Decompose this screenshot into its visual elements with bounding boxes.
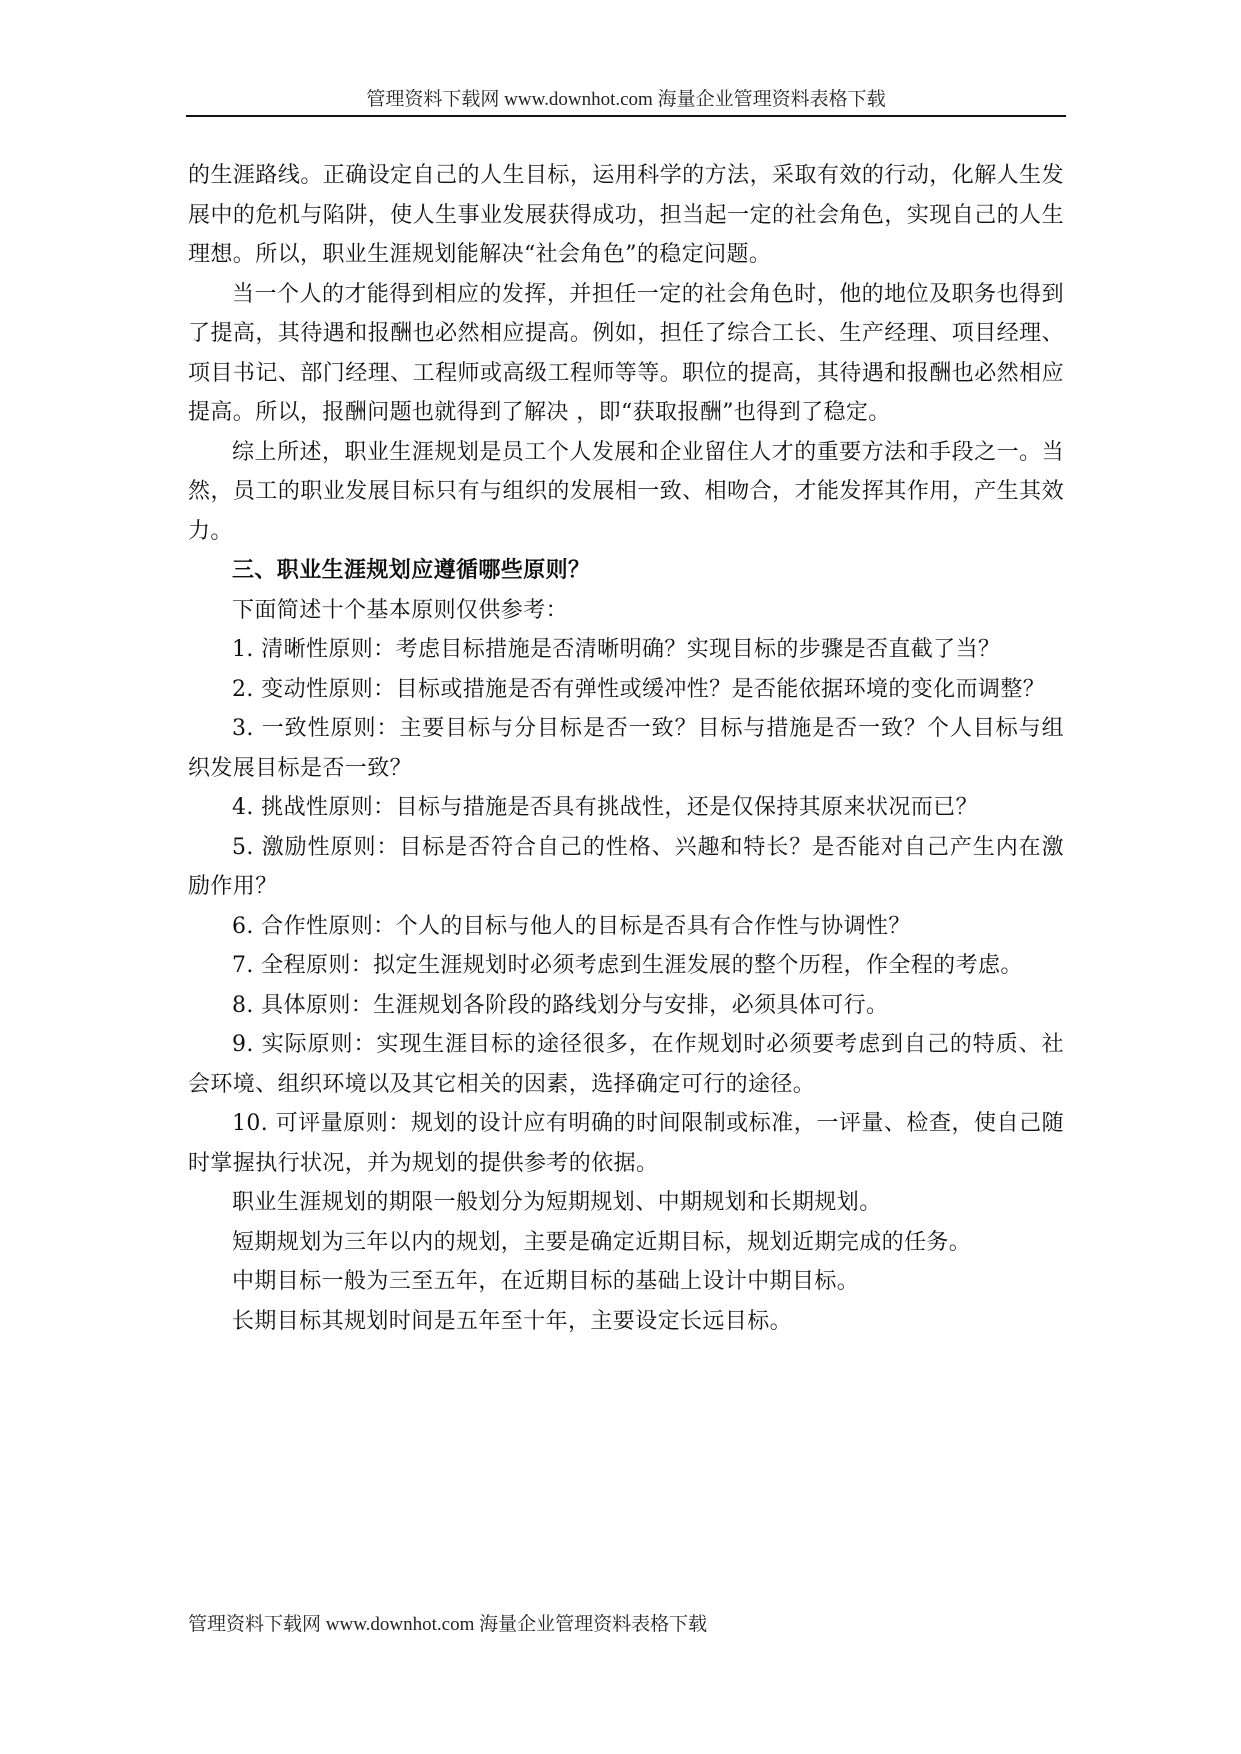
principles-intro: 下面简述十个基本原则仅供参考： (232, 597, 569, 623)
paragraph-continuation: 的生涯路线。正确设定自己的人生目标，运用科学的方法，采取有效的行动，化解人生发展中的危机与陷阱，使人生事业发展获得成功，担当起一定的社会角色，实现自己的人生理想。所以，职业生涯规划能解决“社会角色”的稳定问题。 (188, 163, 1064, 267)
principle-item: 2. 变动性原则：目标或措施是否有弹性或缓冲性？是否能依据环境的变化而调整？ (232, 676, 1046, 702)
principle-item: 5. 激励性原则：目标是否符合自己的性格、兴趣和特长？是否能对自己产生内在激励作用？ (188, 834, 1064, 899)
principle-item: 3. 一致性原则：主要目标与分目标是否一致？目标与措施是否一致？个人目标与组织发展目标是否一致？ (188, 716, 1064, 781)
principle-item: 7. 全程原则：拟定生涯规划时必须考虑到生涯发展的整个历程，作全程的考虑。 (232, 953, 1023, 978)
paragraph-compensation: 当一个人的才能得到相应的发挥，并担任一定的社会角色时，他的地位及职务也得到了提高，其待遇和报酬也必然相应提高。例如，担任了综合工长、生产经理、项目经理、项目书记、部门经理、工程师或高级工程师等等。职位的提高，其待遇和报酬也必然相应提高。所以，报酬问题也就得到了解决 ，即“获取报酬”也得到了稳定。 (188, 281, 1064, 425)
page-header: 管理资料下载网 www.downhot.com 海量企业管理资料表格下载 (366, 89, 886, 110)
page-footer: 管理资料下载网 www.downhot.com 海量企业管理资料表格下载 (188, 1614, 708, 1635)
section-heading: 三、职业生涯规划应遵循哪些原则？ (232, 557, 591, 583)
principle-item: 6. 合作性原则：个人的目标与他人的目标是否具有合作性与协调性？ (232, 913, 911, 939)
document-body (188, 156, 1064, 1341)
principle-item: 9. 实际原则：实现生涯目标的途径很多，在作规划时必须要考虑到自己的特质、社会环境、组织环境以及其它相关的因素，选择确定可行的途径。 (188, 1032, 1064, 1097)
principle-item: 8. 具体原则：生涯规划各阶段的路线划分与安排，必须具体可行。 (232, 992, 889, 1018)
mid-term-paragraph: 中期目标一般为三至五年，在近期目标的基础上设计中期目标。 (232, 1269, 860, 1294)
principle-item: 4. 挑战性原则：目标与措施是否具有挑战性，还是仅保持其原来状况而已？ (232, 795, 978, 820)
header-divider (186, 115, 1066, 117)
principle-item: 10. 可评量原则：规划的设计应有明确的时间限制或标准，一评量、检查，使自己随时掌握执行状况，并为规划的提供参考的依据。 (188, 1111, 1064, 1176)
planning-period-paragraph: 职业生涯规划的期限一般划分为短期规划、中期规划和长期规划。 (232, 1190, 882, 1215)
principle-item: 1. 清晰性原则：考虑目标措施是否清晰明确？实现目标的步骤是否直截了当？ (232, 637, 1001, 662)
short-term-paragraph: 短期规划为三年以内的规划，主要是确定近期目标，规划近期完成的任务。 (232, 1229, 972, 1255)
paragraph-summary: 综上所述，职业生涯规划是员工个人发展和企业留住人才的重要方法和手段之一。当然，员工的职业发展目标只有与组织的发展相一致、相吻合，才能发挥其作用，产生其效力。 (188, 439, 1064, 544)
long-term-paragraph: 长期目标其规划时间是五年至十年，主要设定长远目标。 (232, 1308, 793, 1334)
